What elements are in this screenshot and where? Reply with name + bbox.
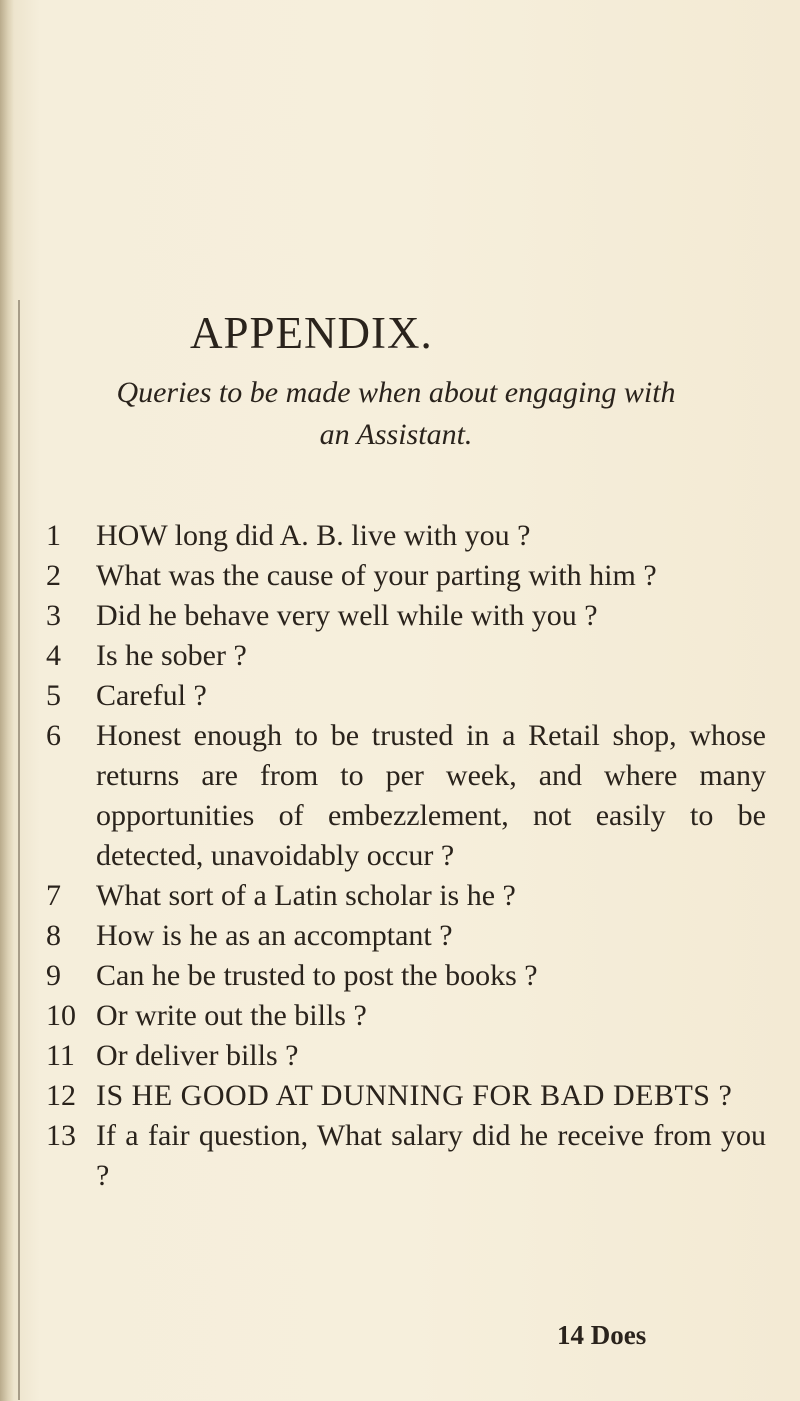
query-item-13 [46,1116,766,1196]
query-text: If a fair question, What salary did he receive from you ? [96,1119,766,1192]
query-text: IS HE GOOD AT DUNNING FOR BAD DEBTS ? [96,1079,733,1112]
query-item-1 [46,516,766,556]
query-number: 12 [46,1079,76,1112]
page-title: APPENDIX. [190,308,433,358]
query-text: What sort of a Latin scholar is he ? [96,879,516,912]
query-number: 10 [46,999,76,1032]
query-number: 8 [46,919,61,952]
query-text: Careful ? [96,679,207,712]
query-item-10 [46,996,766,1036]
query-item-2 [46,556,766,596]
query-item-6 [46,716,766,876]
catchword: 14 Does [557,1320,647,1350]
query-number: 13 [46,1119,76,1152]
query-text: Or deliver bills ? [96,1039,299,1072]
query-number: 4 [46,639,61,672]
query-item-4 [46,636,766,676]
query-number: 1 [46,519,61,552]
query-item-3 [46,596,766,636]
query-item-9 [46,956,766,996]
query-number: 11 [46,1039,75,1072]
query-number: 3 [46,599,61,632]
subtitle-line-1: Queries to be made when about engaging with [116,376,676,409]
query-text: Is he sober ? [96,639,247,672]
page-gutter [0,0,14,1401]
query-text: How is he as an accomptant ? [96,919,453,952]
query-item-11 [46,1036,766,1076]
query-item-8 [46,916,766,956]
query-number: 5 [46,679,61,712]
subtitle-line-2: an Assistant. [319,418,473,451]
binding-edge [18,300,20,1400]
query-number: 2 [46,559,61,592]
query-number: 6 [46,719,61,752]
section-subtitle [36,372,756,456]
query-list [46,516,766,1196]
query-text: Did he behave very well while with you ? [96,599,598,632]
query-text: Honest enough to be trusted in a Retail shop, whose returns are from to per week, and where many opportunities of embezzlement, not easily to be detected, unavoidably occur ? [96,719,766,872]
query-number: 7 [46,879,61,912]
query-item-12 [46,1076,766,1116]
query-text: Or write out the bills ? [96,999,367,1032]
query-text: Can he be trusted to post the books ? [96,959,538,992]
query-number: 9 [46,959,61,992]
query-item-7 [46,876,766,916]
query-item-5 [46,676,766,716]
query-text: What was the cause of your parting with him ? [96,559,657,592]
query-text: HOW long did A. B. live with you ? [96,519,531,552]
